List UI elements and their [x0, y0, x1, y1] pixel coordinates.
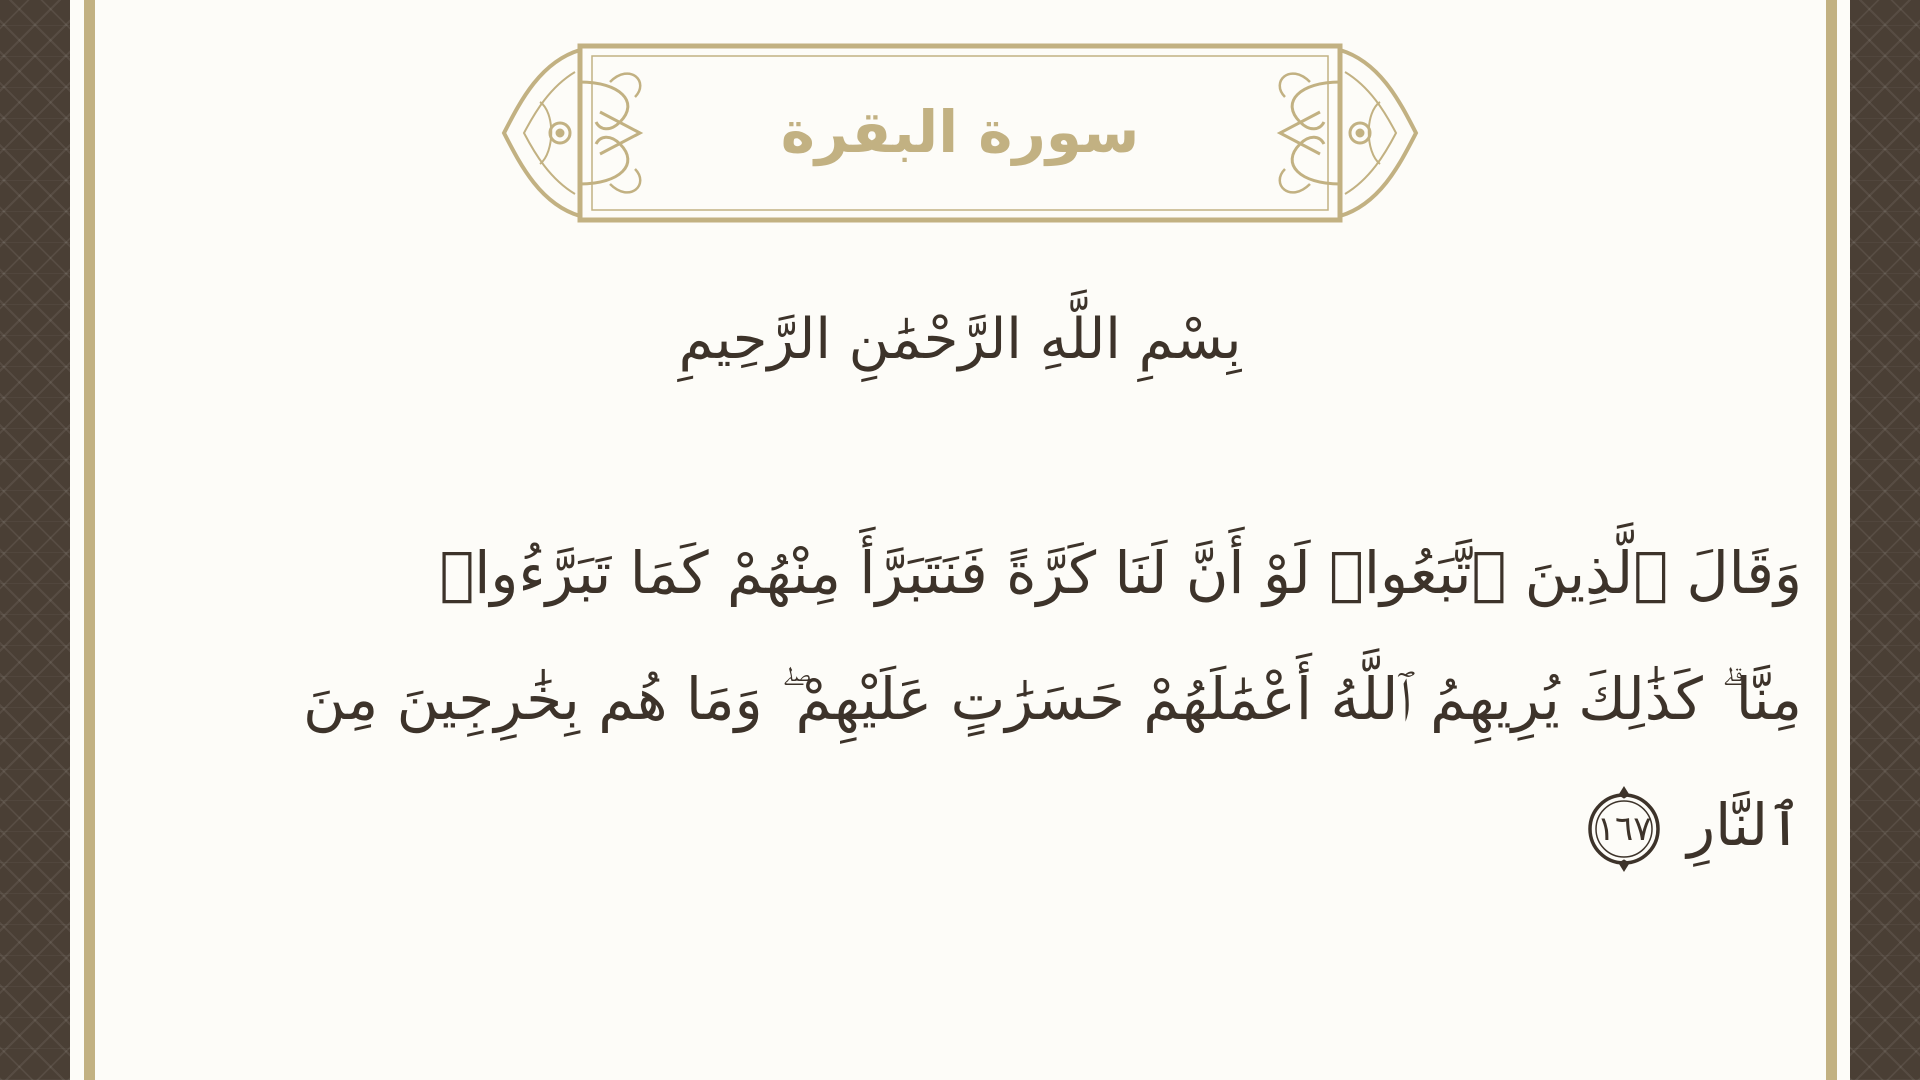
- left-decorative-border: [0, 0, 70, 1080]
- verse-text: [190, 510, 1802, 888]
- surah-title: سورة البقرة: [780, 98, 1140, 166]
- verse-line-3-text: ٱلنَّارِ: [1687, 791, 1802, 859]
- left-gold-rule: [84, 0, 95, 1080]
- ayah-number: ١٦٧: [1596, 808, 1652, 849]
- right-decorative-border: [1850, 0, 1920, 1080]
- basmala: بِسْمِ اللَّهِ الرَّحْمَٰنِ الرَّحِيمِ: [678, 307, 1242, 372]
- surah-title-frame: [500, 42, 1420, 224]
- ayah-end-marker: [1579, 784, 1669, 874]
- right-gold-rule: [1826, 0, 1837, 1080]
- verse-line-3: [190, 762, 1802, 888]
- verse-line-2: مِنَّا ۗ كَذَٰلِكَ يُرِيهِمُ ٱللَّهُ أَعْمَٰلَهُمْ حَسَرَٰتٍ عَلَيْهِمْ ۖ وَمَا هُم بِخَٰرِجِينَ مِنَ: [303, 665, 1802, 733]
- verse-line-1: وَقَالَ ٱلَّذِينَ ٱتَّبَعُوا۟ لَوْ أَنَّ لَنَا كَرَّةً فَنَتَبَرَّأَ مِنْهُمْ كَمَا تَبَرَّءُوا۟: [439, 539, 1802, 607]
